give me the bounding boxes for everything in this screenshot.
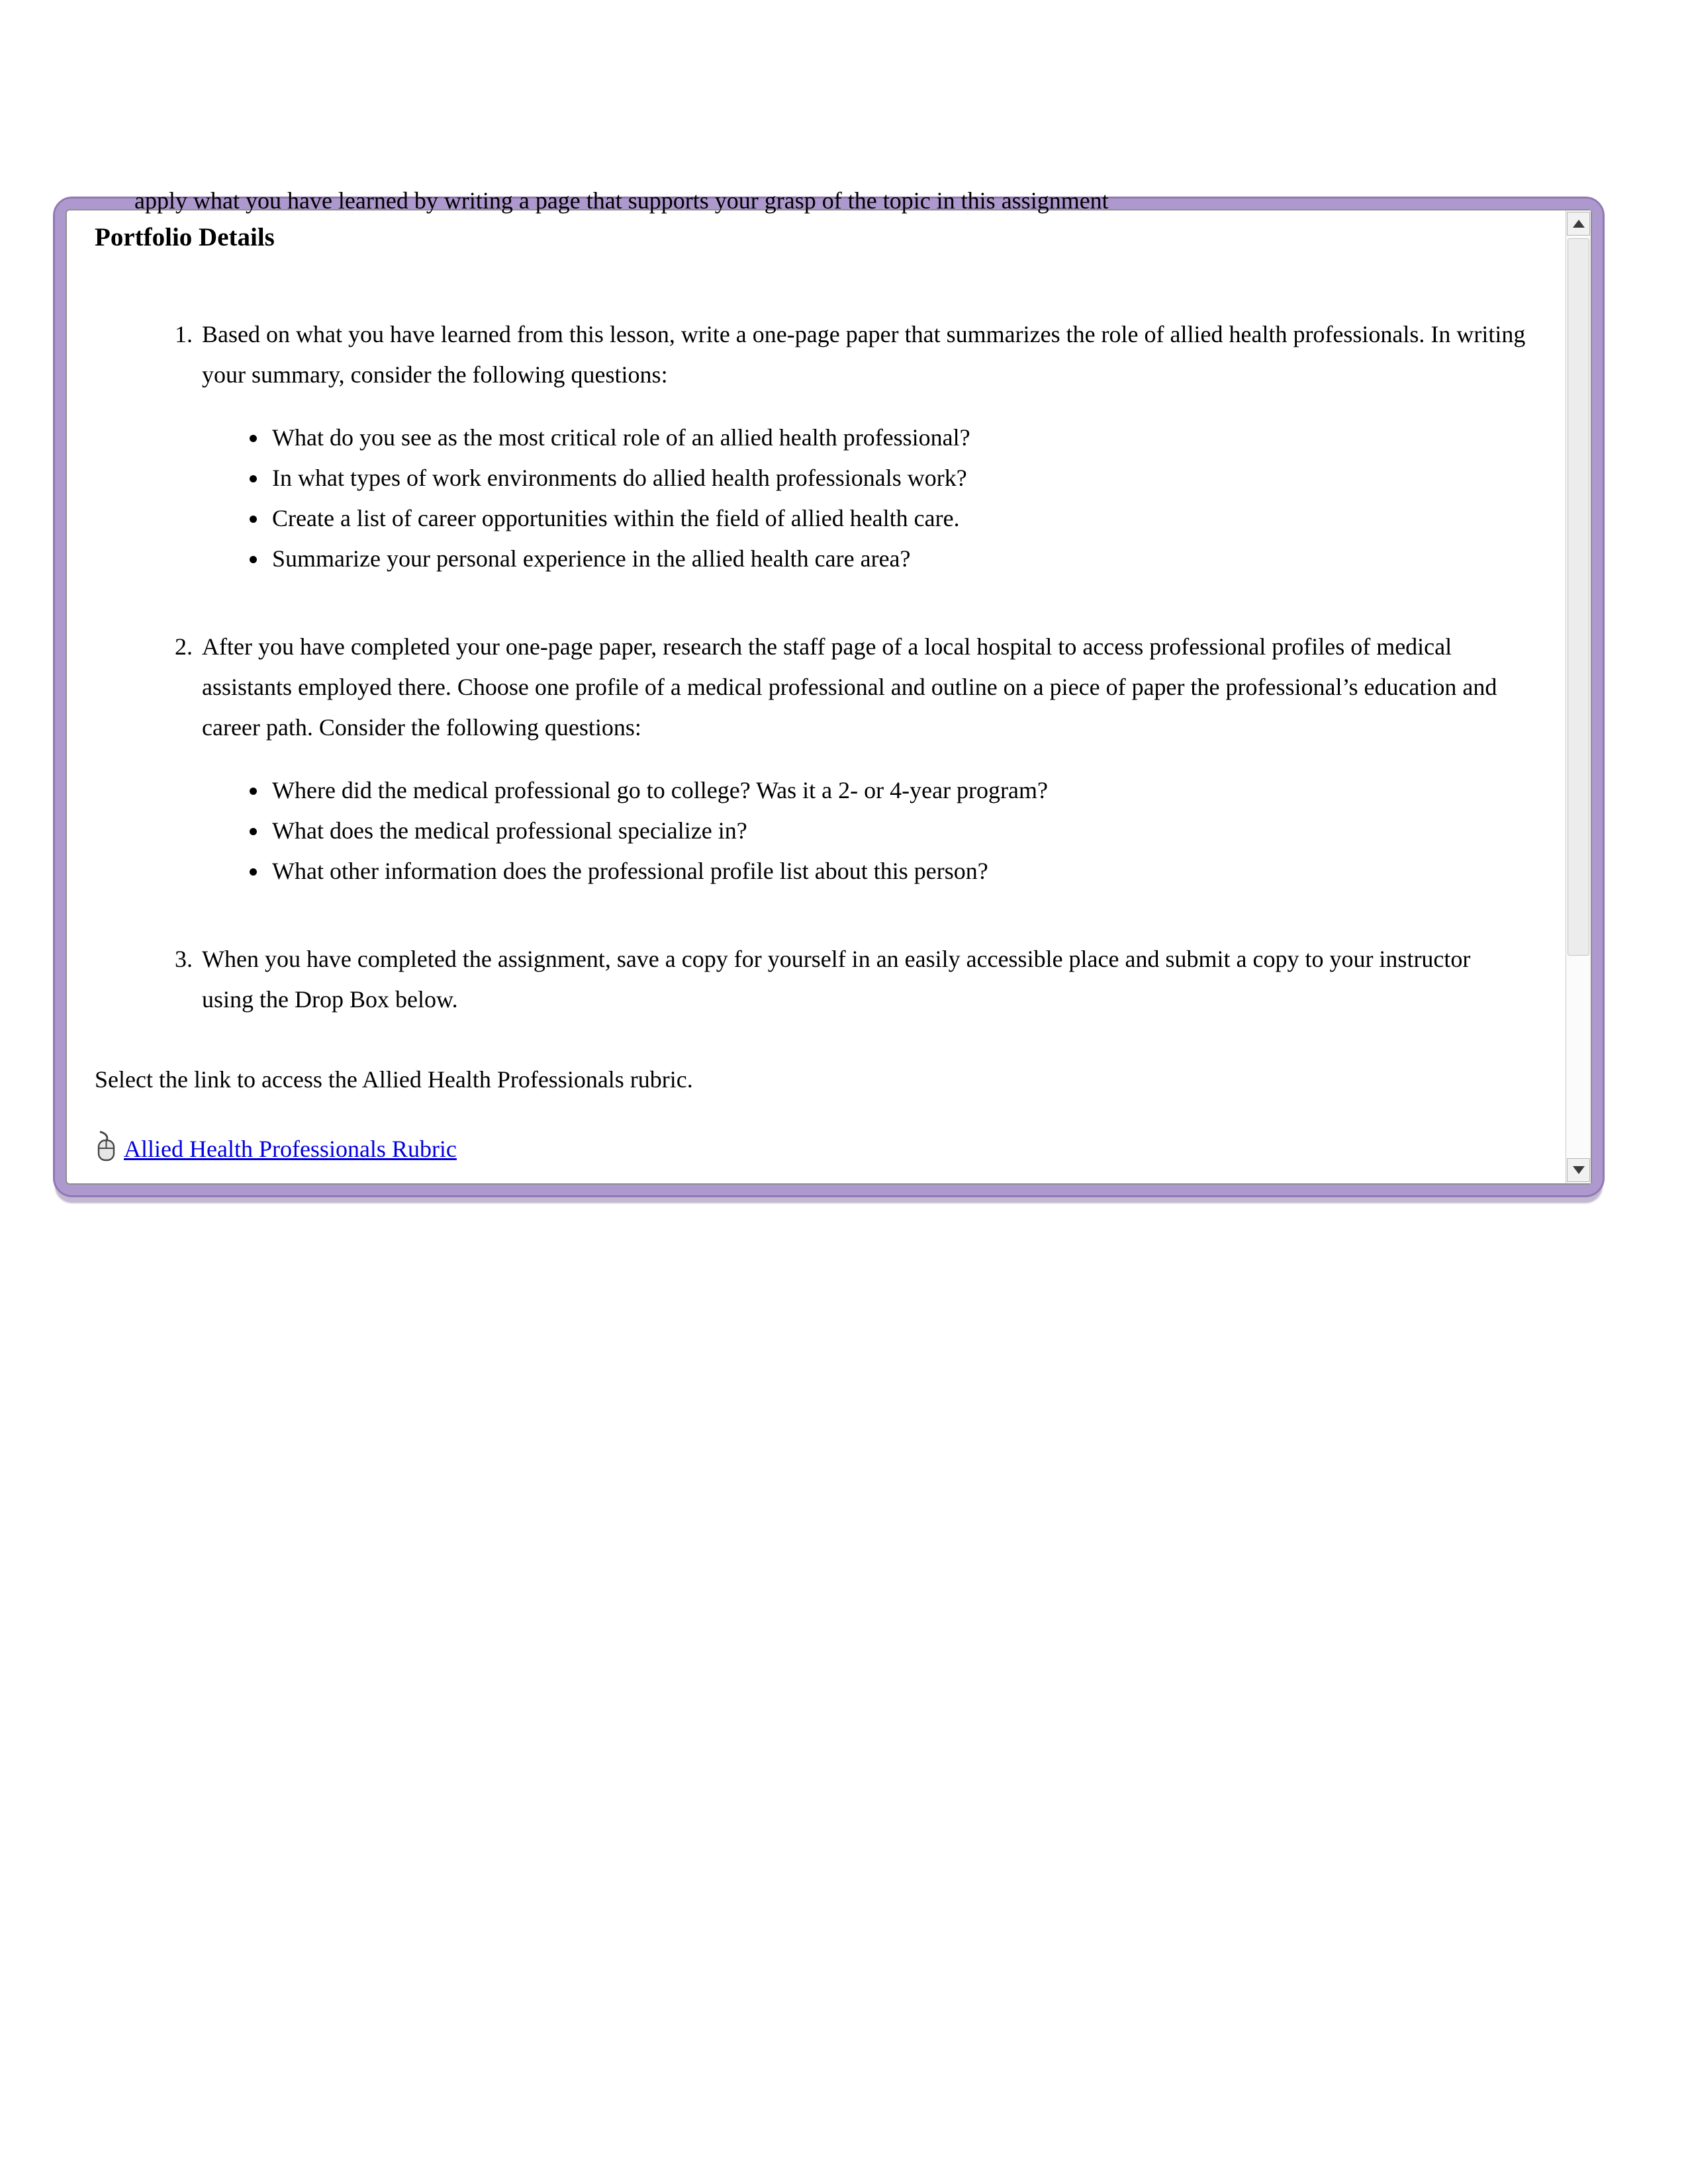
list-item-2-number: 2.	[175, 633, 193, 660]
vertical-scrollbar[interactable]	[1566, 210, 1591, 1183]
list-item-1-bullets	[202, 418, 1526, 579]
scroll-down-icon	[1573, 1166, 1585, 1174]
bullet: • What does the medical professional specialize in?	[268, 811, 1526, 851]
list-item-1-text: Based on what you have learned from this lesson, write a one-page paper that summarizes the role of allied health professionals. In writing your summary, consider the following questions:	[202, 320, 1526, 388]
bullet: • In what types of work environments do allied health professionals work?	[268, 458, 1526, 498]
list-item-1-number: 1.	[175, 320, 193, 347]
bullet: • Summarize your personal experience in the allied health care area?	[268, 539, 1526, 579]
list-item-3-number: 3.	[175, 945, 193, 972]
clipped-text-fragment: apply what you have learned by writing a page that supports your grasp of the topic in this assignment	[134, 187, 1109, 214]
list-item-2-text: After you have completed your one-page paper, research the staff page of a local hospital to access professional profiles of medical assistants employed there. Choose one profile of a medical professional and outline on a piece of paper the professional’s education and career path. Consider the following questions:	[202, 633, 1497, 741]
rubric-link[interactable]: Allied Health Professionals Rubric	[124, 1135, 457, 1162]
list-item-3	[158, 939, 1526, 1020]
scroll-viewport	[66, 187, 1592, 1185]
bullet: • Where did the medical professional go to college? Was it a 2- or 4-year program?	[268, 770, 1526, 811]
scrollbar-track[interactable]	[1567, 237, 1590, 1157]
portfolio-details-panel	[55, 187, 1603, 1195]
instructions-list	[95, 314, 1526, 1020]
page-title: Portfolio Details	[95, 223, 275, 251]
bullet: • Create a list of career opportunities within the field of allied health care.	[268, 498, 1526, 539]
scroll-up-button[interactable]	[1567, 212, 1590, 236]
clipped-text-line	[95, 180, 1526, 214]
list-item-3-text: When you have completed the assignment, save a copy for yourself in an easily accessible place and submit a copy to your instructor using the Drop Box below.	[202, 945, 1471, 1013]
list-item-2-bullets	[202, 770, 1526, 891]
rubric-instruction-text: Select the link to access the Allied Health Professionals rubric.	[95, 1066, 693, 1093]
content-area	[67, 187, 1566, 1183]
bullet: • What other information does the professional profile list about this person?	[268, 851, 1526, 891]
scrollbar-thumb[interactable]	[1568, 238, 1589, 956]
scroll-down-button[interactable]	[1567, 1158, 1590, 1182]
list-item-2	[158, 627, 1526, 915]
bullet: • What do you see as the most critical role of an allied health professional?	[268, 418, 1526, 458]
rubric-link-row	[95, 1130, 1526, 1165]
scroll-up-icon	[1573, 220, 1585, 228]
list-item-1	[158, 314, 1526, 603]
mouse-icon	[95, 1130, 118, 1165]
